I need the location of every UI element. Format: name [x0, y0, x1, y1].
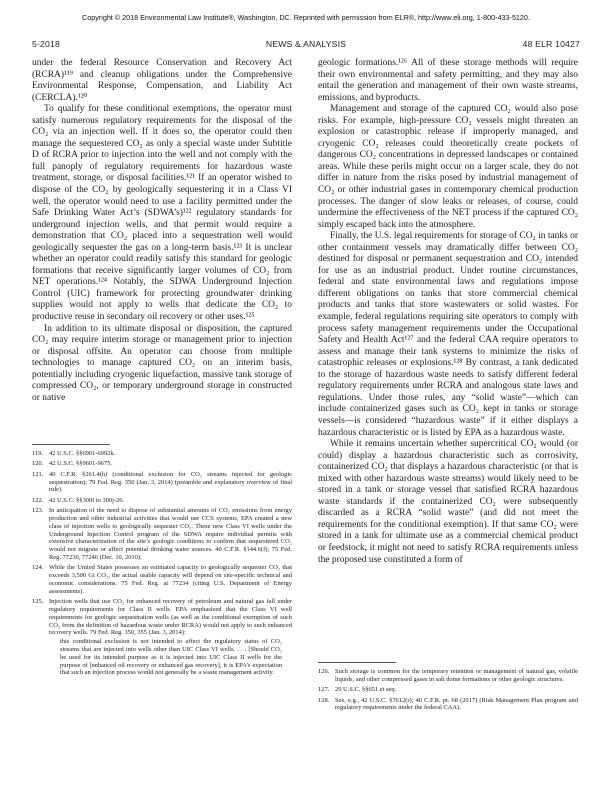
footnote: 121. 40 C.F.R. §261.4(h) (conditional exclusion for CO₂ streams injected for geologic sequestration); 79 Fed. Reg. 350 (Jan. 3, 2014) (preamble and explanatory overview of final rule). — [32, 470, 292, 494]
footnote-divider — [318, 662, 396, 663]
footnote: 128. See, e.g., 42 U.S.C. §7612(r); 40 C.F.R. pt. 68 (2017) (Risk Management Plan program and regulatory requirements under the federal CAA). — [318, 696, 578, 712]
footnote: 123. In anticipation of the need to dispose of substantial amounts of CO₂ emissions from energy production and other industrial activities that would use CCS systems, EPA created a new class of injection wells to geologically sequester CO₂. These new Class VI wells under the Underground Injection Control program of the SDWA require individual permits with extensive characterization of the site’s geologic conditions to confirm that sequestered CO₂ would not migrate or affect potential drinking water sources. 40 C.F.R. §144.6(f); 75 Fed. Reg. 77230, 77246 (Dec. 10, 2010). — [32, 507, 292, 561]
body-paragraph: geologic formations.¹²⁶ All of these storage methods will require their own environmental and safety permitting, and they may also entail the generation and management of their own waste streams, emissions, and byproducts. — [318, 58, 578, 103]
copyright-notice: Copyright © 2018 Environmental Law Institute®, Washington, DC. Reprinted with permission from ELR®, http://www.eli.org, 1-800-433-5120. — [82, 13, 530, 22]
footnote-divider — [32, 444, 110, 445]
body-paragraph: Management and storage of the captured CO₂ would also pose risks. For example, high-pressure CO₂ vessels might threaten an explosion or catastrophic release if improperly managed, and cryogenic CO₂ releases could theoretically create pockets of dangerous CO₂ concentrations in depressed landscapes or contained areas. While these perils might occur on a larger scale, they do not differ in nature from the risks posed by industrial management of CO₂ or other industrial gases in contemporary chemical production processes. The danger of slow leaks or releases, of course, could undermine the effectiveness of the NET process if the captured CO₂ simply escaped back into the atmosphere. — [318, 104, 578, 230]
body-paragraph: To qualify for these conditional exemptions, the operator must satisfy numerous regulatory requirements for the disposal of the CO₂ via an injection well. If it does so, the operator could then manage the sequestered CO₂ as only a special waste under Subtitle D of RCRA prior to injection into the well and not comply with the full panoply of regulatory requirements for hazardous waste treatment, storage, or disposal facilities.¹²¹ If an operator wished to dispose of the CO₂ by geologically sequestering it in a Class VI well, the operator would need to use a facility permitted under the Safe Drinking Water Act’s (SDWA’s)¹²² regulatory standards for underground injection wells, and that permit would require a demonstration that CO₂ placed into a sequestration well would geologically sequester the gas on a long-term basis.¹²³ It is unclear whether an operator could readily satisfy this standard for geologic formations that receive significantly larger volumes of CO₂ from NET operations.¹²⁴ Notably, the SDWA Underground Injection Control (UIC) framework for protecting groundwater drinking supplies would not apply to wells that dedicate the CO₂ to productive reuse in secondary oil recovery or other uses.¹²⁵ — [32, 104, 292, 323]
right-footnotes — [318, 668, 578, 715]
right-column — [318, 58, 578, 566]
left-footnotes — [32, 450, 292, 677]
body-paragraph: under the federal Resource Conservation and Recovery Act (RCRA)¹¹⁹ and cleanup obligations under the Comprehensive Environmental Response, Compensation, and Liability Act (CERCLA).¹²⁰ — [32, 58, 292, 103]
footnote: 126. Such storage is common for the temporary retention or management of natural gas, volatile liquids, and other compressed gases in salt dome formations or other geologic structures. — [318, 668, 578, 683]
body-paragraph: While it remains uncertain whether supercritical CO₂ would (or could) display a hazardous characteristic such as corrosivity, containerized CO₂ that displays a hazardous characteristic (or that is mixed with other hazardous waste streams) would likely need to be stored in a tank or storage vessel that satisfied RCRA hazardous waste standards if the containerized CO₂ were subsequently discarded as a RCRA “solid waste” (and did not meet the requirements for the conditional exemption). If that same CO₂ were stored in a tank for ultimate use as a commercial chemical product or feedstock, it might not need to satisfy RCRA requirements unless the proposed use constituted a form of — [318, 439, 578, 565]
footnote: 124. While the United States possesses an estimated capacity to geologically sequester CO₂ that exceeds 3,500 Gt CO₂, the actual usable capacity will depend on site-specific technical and economic considerations. 75 Fed. Reg. at 77234 (citing U.S. Department of Energy assessments). — [32, 564, 292, 595]
body-paragraph: Finally, the U.S. legal requirements for storage of CO₂ in tanks or other containment vessels may dramatically differ between CO₂ destined for disposal or permanent sequestration and CO₂ intended for use as an industrial product. Under routine circumstances, federal and state environmental laws and regulations impose different obligations on tanks that store commercial chemical products and tanks that store wastewaters or solid wastes. For example, federal regulations requiring site operators to comply with process safety management requirements under the Occupational Safety and Health Act¹²⁷ and the federal CAA require operators to assess and manage their tank systems to minimize the risks of catastrophic releases or explosions.¹²⁸ By contrast, a tank dedicated to the storage of hazardous waste needs to satisfy different federal regulatory requirements under RCRA and analogous state laws and regulations. Under those rules, any “solid waste”—which can include containerized gases such as CO₂ kept in tanks or storage vessels—is considered “hazardous waste” if it either displays a hazardous characteristic or is listed by EPA as a hazardous waste. — [318, 231, 579, 438]
footnote: 120. 42 U.S.C. §§9601-9675. — [32, 460, 112, 468]
page-number: 48 ELR 10427 — [522, 39, 580, 49]
footnote: 127. 29 U.S.C. §§651 et seq. — [318, 686, 397, 694]
footnote: 122. 42 U.S.C. §§300f to 300j-26. — [32, 496, 125, 504]
left-column — [32, 58, 292, 404]
body-paragraph: In addition to its ultimate disposal or disposition, the captured CO₂ may require interim storage or management prior to injection or disposal offsite. An operator can choose from multiple technologies to manage captured CO₂ on an interim basis, potentially including cryogenic liquefaction, massive tank storage of compressed CO₂, or temporary underground storage in constructed or native — [32, 323, 292, 403]
running-title: NEWS & ANALYSIS — [265, 39, 347, 49]
footnote: 119. 42 U.S.C. §§6901-6992k. — [32, 450, 116, 457]
issue-date: 5-2018 — [32, 39, 60, 49]
footnote: 125. Injection wells that use CO₂ for enhanced recovery of petroleum and natural gas fall under regulatory requirements for Class II wells. EPA emphasized that the Class VI well requirements for geologic sequestration wells (as well as the conditional exemption of such CO₂ from the definition of hazardous waste under RCRA) would not apply to such enhanced recovery wells. 79 Fed. Reg. 350, 355 (Jan. 3, 2014): — [32, 598, 292, 637]
footnote-block-quote: this conditional exclusion is not intended to affect the regulatory status of CO₂ streams that are injected into wells other than UIC Class VI wells. . . . [Should CO₂ be used for its intended purpose as it is injected into UIC Class II wells for the purpose of [enhanced oil recovery or enhanced gas recovery], it is EPA’s expectation that such an injection process would not generally be a waste management activity. — [60, 638, 282, 677]
